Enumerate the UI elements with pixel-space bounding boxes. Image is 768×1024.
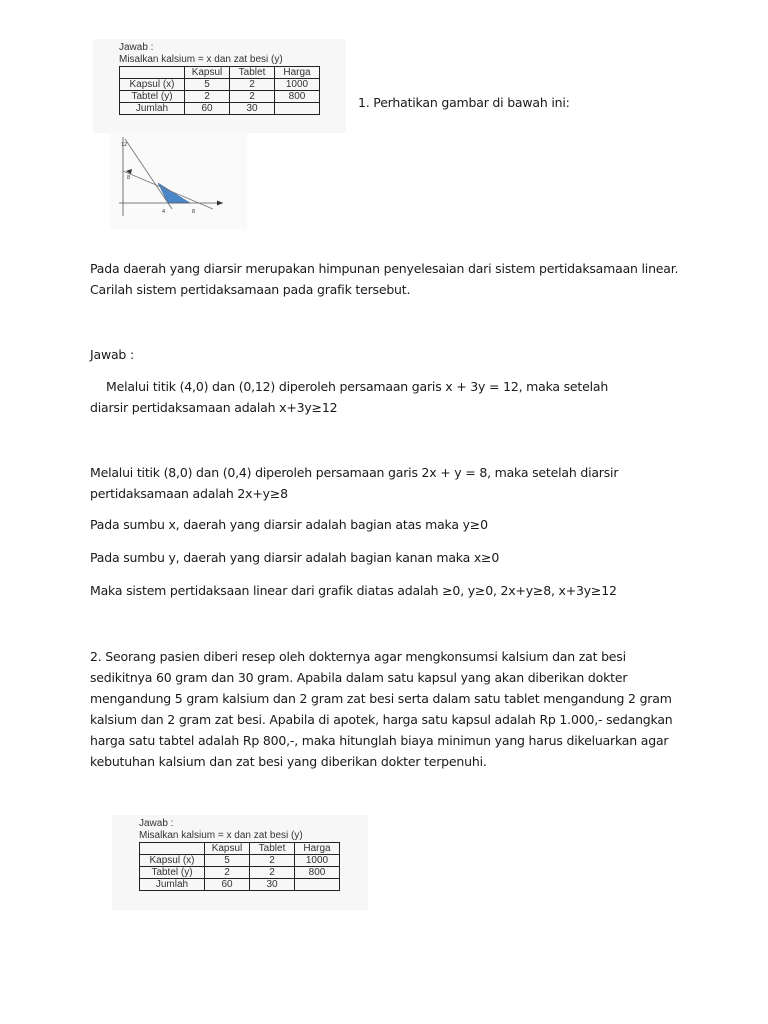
top-table-snippet (93, 39, 346, 133)
line-x-plus-3y (125, 139, 172, 209)
paragraph-conclusion: Maka sistem pertidaksaan linear dari grafik diatas adalah ≥0, y≥0, 2x+y≥8, x+3y≥12 (90, 583, 617, 598)
question-1-heading: 1. Perhatikan gambar di bawah ini: (358, 95, 570, 110)
paragraph-line-1: Melalui titik (4,0) dan (0,12) diperoleh persamaan garis x + 3y = 12, maka setelah diarsir pertidaksamaan adalah x+3y≥12 (90, 379, 609, 415)
table-row: Kapsul (x) 5 2 1000 (120, 79, 320, 91)
table-row: Tabtel (y) 2 2 800 (140, 867, 340, 879)
paragraph-problem-2: 2. Seorang pasien diberi resep oleh dokternya agar mengkonsumsi kalsium dan zat besi sedikitnya 60 gram dan 30 gram. Apabila dalam satu kapsul yang akan diberikan dokter mengandung 5 gram kalsium dan 2 gram zat besi serta dalam satu tablet mengandung 2 gram kalsium dan 2 gram zat besi. Apabila di apotek, harga satu kapsul adalah Rp 1.000,- sedangkan harga satu tabtel adalah Rp 800,-, maka hitunglah biaya minimun yang harus dikeluarkan agar kebutuhan kalsium dan zat besi yang diberikan dokter terpenuhi. (90, 649, 673, 769)
inequality-graph (110, 131, 247, 229)
bottom-table-line1: Jawab : (139, 818, 174, 829)
bottom-table-snippet (112, 815, 368, 910)
paragraph-x-axis-rule: Pada sumbu y, daerah yang diarsir adalah bagian kanan maka x≥0 (90, 550, 500, 565)
x-tick-8: 8 (192, 209, 196, 215)
bottom-table-line2: Misalkan kalsium = x dan zat besi (y) (139, 830, 303, 841)
top-table-line2: Misalkan kalsium = x dan zat besi (y) (119, 54, 283, 65)
answer-label: Jawab : (90, 347, 134, 362)
top-table (119, 66, 320, 115)
bottom-table (139, 842, 340, 891)
paragraph-y-axis-rule: Pada sumbu x, daerah yang diarsir adalah bagian atas maka y≥0 (90, 517, 488, 532)
y-tick-8: 8 (127, 175, 131, 181)
table-row: Jumlah 60 30 (140, 879, 340, 891)
graph-snippet (110, 131, 247, 229)
table-header-row: Kapsul Tablet Harga (140, 843, 340, 855)
y-tick-12: 12 (121, 142, 128, 148)
table-row: Kapsul (x) 5 2 1000 (140, 855, 340, 867)
table-header-row: Kapsul Tablet Harga (120, 67, 320, 79)
paragraph-problem-1: Pada daerah yang diarsir merupakan himpunan penyelesaian dari sistem pertidaksamaan linear. Carilah sistem pertidaksamaan pada grafik tersebut. (90, 261, 679, 297)
x-axis-arrow (217, 201, 223, 206)
x-tick-4: 4 (162, 209, 166, 215)
table-row: Tabtel (y) 2 2 800 (120, 91, 320, 103)
paragraph-line-2: Melalui titik (8,0) dan (0,4) diperoleh persamaan garis 2x + y = 8, maka setelah diarsir pertidaksamaan adalah 2x+y≥8 (90, 465, 619, 501)
top-table-line1: Jawab : (119, 42, 154, 53)
table-row: Jumlah 60 30 (120, 103, 320, 115)
